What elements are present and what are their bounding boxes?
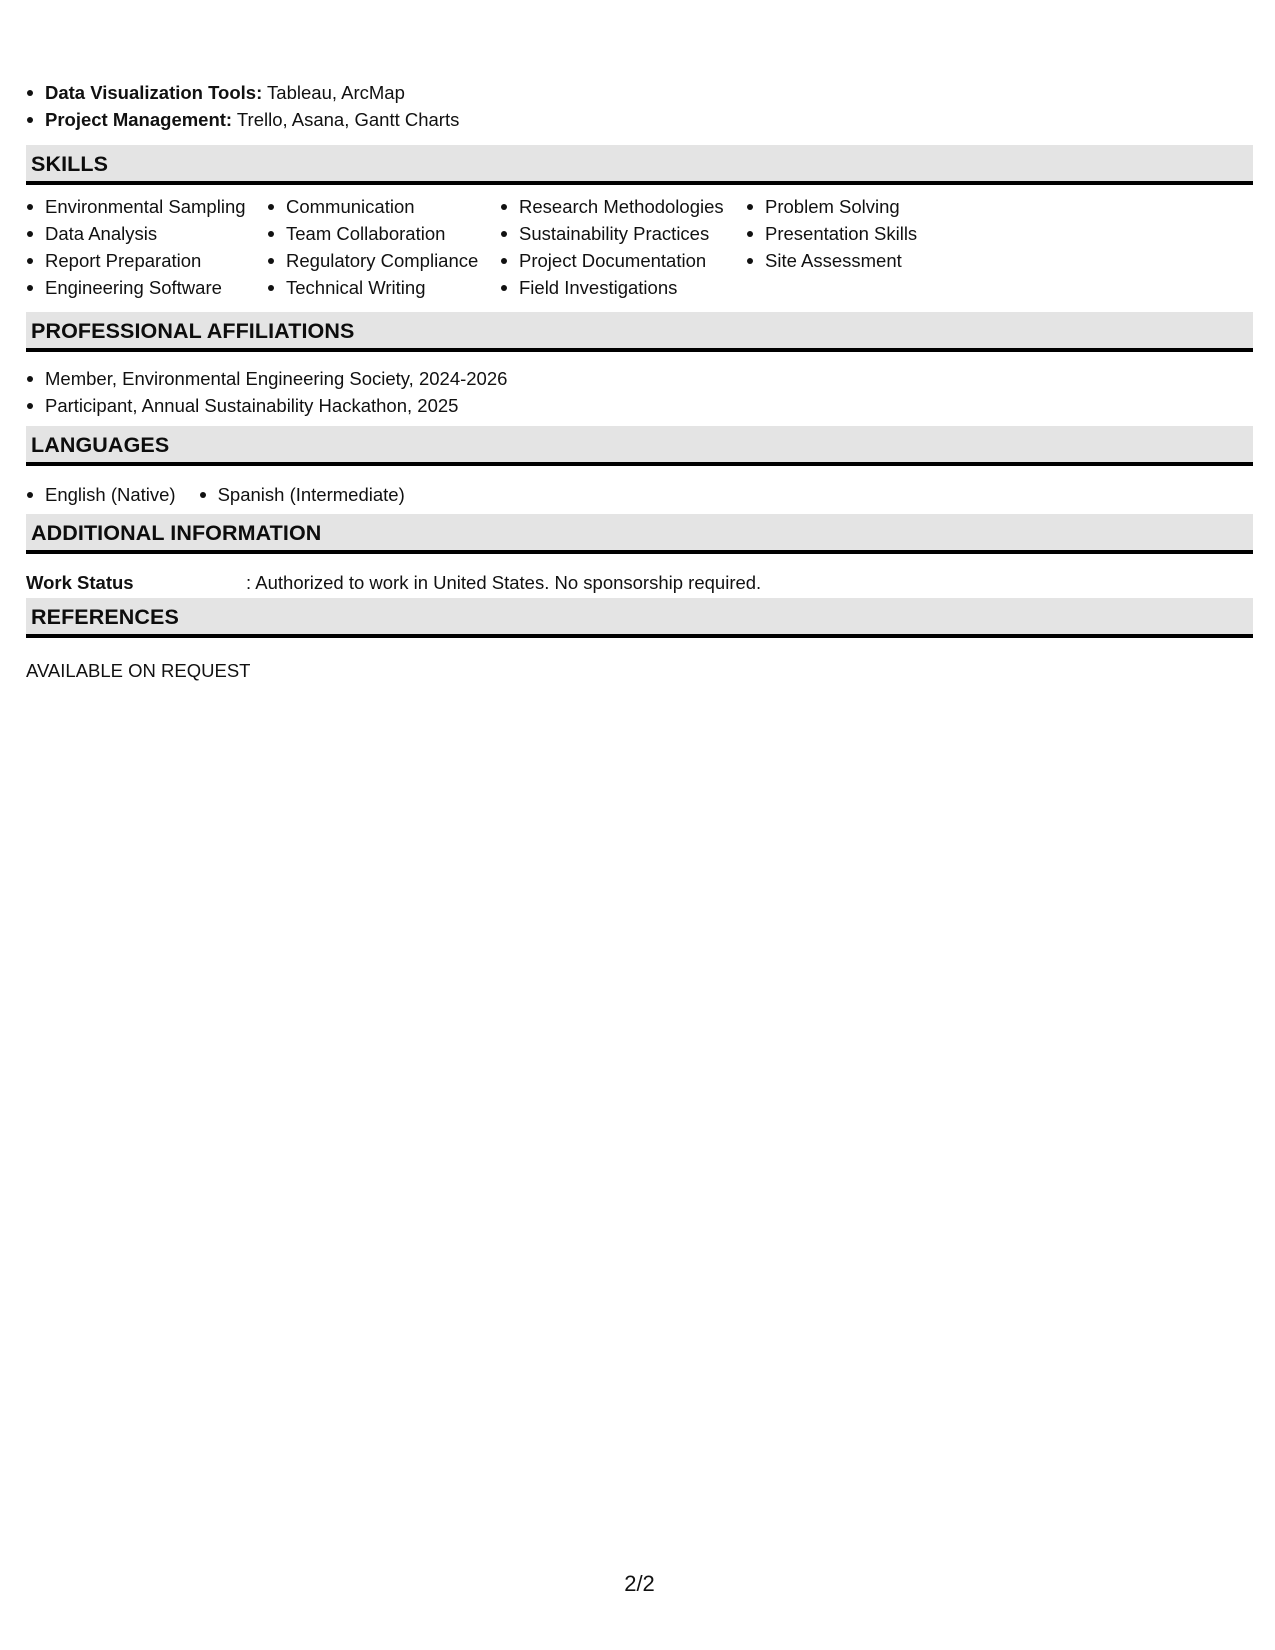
skill-item: Field Investigations: [500, 274, 724, 301]
skills-column: [500, 193, 724, 301]
item-value: Tableau, ArcMap: [262, 82, 405, 103]
skill-item: Team Collaboration: [267, 220, 478, 247]
item-label: Data Visualization Tools:: [45, 82, 263, 103]
skill-item: Site Assessment: [746, 247, 917, 274]
item-label: Project Management:: [45, 109, 233, 130]
list-item: Member, Environmental Engineering Society, 2024-2026: [26, 365, 507, 392]
list-item: [26, 79, 459, 106]
item-value: Trello, Asana, Gantt Charts: [232, 109, 460, 130]
affiliations-list: [26, 365, 507, 419]
skill-item: Presentation Skills: [746, 220, 917, 247]
skill-item: Engineering Software: [26, 274, 246, 301]
skill-item: Report Preparation: [26, 247, 246, 274]
list-item: [26, 106, 459, 133]
language-item: English (Native): [26, 481, 176, 508]
skill-item: Sustainability Practices: [500, 220, 724, 247]
tools-list: [26, 79, 459, 133]
section-title: ADDITIONAL INFORMATION: [31, 521, 322, 545]
additional-info-section-header: [26, 514, 1253, 554]
skills-column: [26, 193, 246, 301]
skill-item: Communication: [267, 193, 478, 220]
skills-column: [267, 193, 478, 301]
skill-item: Data Analysis: [26, 220, 246, 247]
work-status-label: Work Status: [26, 572, 134, 593]
language-item: Spanish (Intermediate): [199, 481, 405, 508]
skill-item: Regulatory Compliance: [267, 247, 478, 274]
languages-list: [26, 481, 428, 508]
references-text: AVAILABLE ON REQUEST: [26, 660, 251, 681]
references-section-header: [26, 598, 1253, 638]
skills-section-header: [26, 145, 1253, 185]
skill-item: Project Documentation: [500, 247, 724, 274]
skills-grid: [26, 193, 1253, 305]
section-title: REFERENCES: [31, 605, 179, 629]
work-status-value: : Authorized to work in United States. No sponsorship required.: [246, 572, 762, 593]
skill-item: Technical Writing: [267, 274, 478, 301]
languages-section-header: [26, 426, 1253, 466]
section-title: PROFESSIONAL AFFILIATIONS: [31, 319, 355, 343]
section-title: SKILLS: [31, 152, 109, 176]
affiliations-section-header: [26, 312, 1253, 352]
skills-column: [746, 193, 917, 274]
resume-page: [26, 0, 1253, 1650]
skill-item: Environmental Sampling: [26, 193, 246, 220]
skill-item: Research Methodologies: [500, 193, 724, 220]
section-title: LANGUAGES: [31, 433, 170, 457]
list-item: Participant, Annual Sustainability Hackathon, 2025: [26, 392, 507, 419]
skill-item: Problem Solving: [746, 193, 917, 220]
page-number: 2/2: [624, 1571, 655, 1596]
